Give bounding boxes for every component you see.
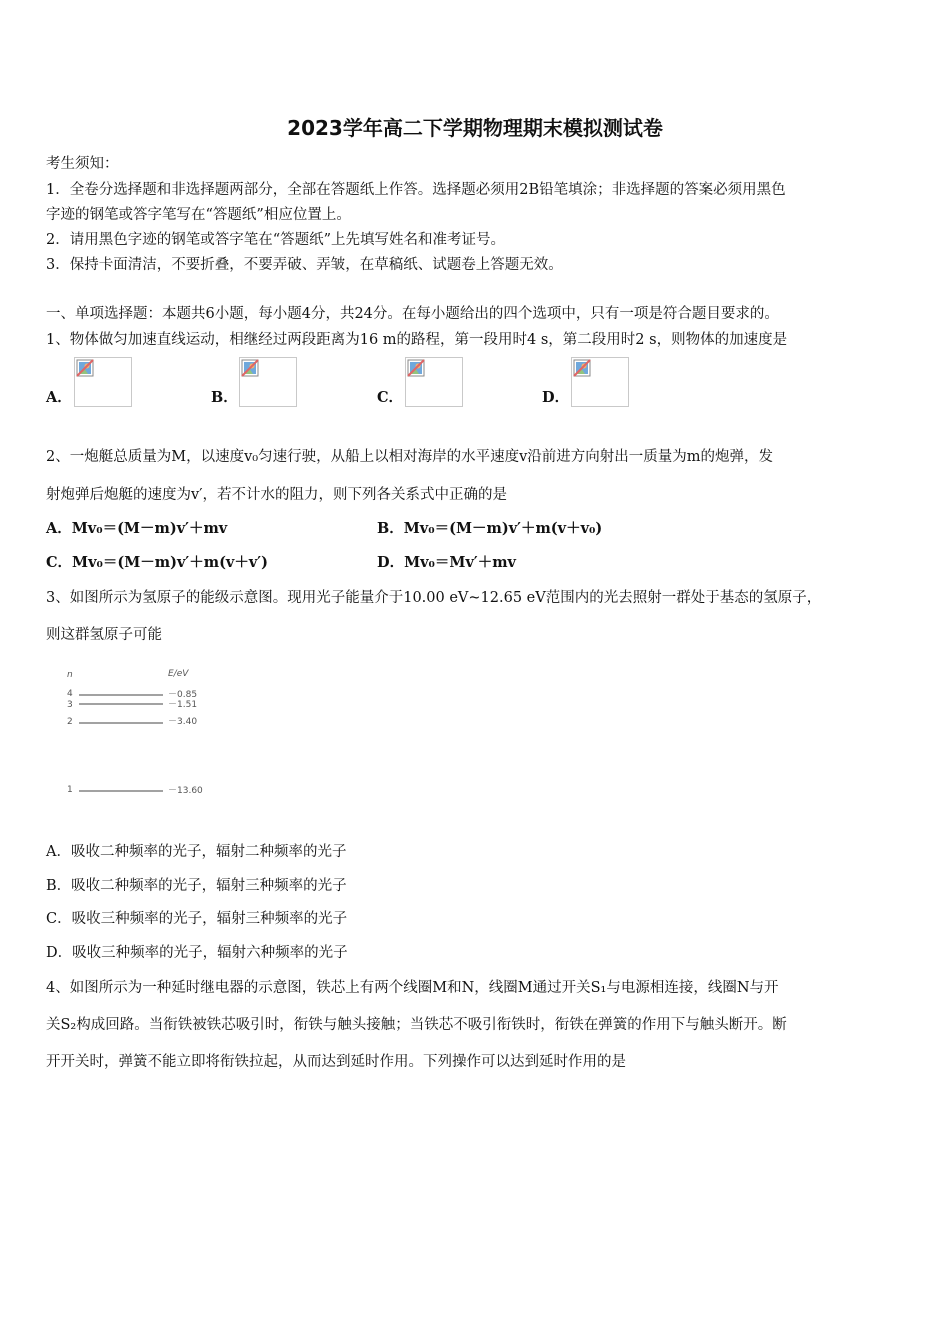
question-2-stem-cont: 射炮弹后炮艇的速度为v′，若不计水的阻力，则下列各关系式中正确的是 [46, 487, 507, 503]
question-4-line-3: 开开关时，弹簧不能立即将衔铁拉起，从而达到延时作用。下列操作可以达到延时作用的是 [46, 1054, 626, 1070]
question-4-line-1: 4、如图所示为一种延时继电器的示意图，铁芯上有两个线圈M和N，线圈M通过开关S₁与电源相连接，线圈N与开 [46, 980, 779, 996]
level-n-4: 4 [67, 689, 73, 699]
q1-option-a-image [74, 357, 132, 407]
energy-level-diagram [60, 662, 220, 802]
broken-image-icon [241, 359, 259, 377]
notice-item-2: 2．请用黑色字迹的钢笔或答字笔在“答题纸”上先填写姓名和准考证号。 [46, 232, 506, 248]
q3-option-c: C．吸收三种频率的光子，辐射三种频率的光子 [46, 911, 348, 927]
level-e-3: －1.51 [168, 700, 198, 710]
q1-option-d-label: D． [542, 389, 570, 406]
diagram-n-label: n [67, 670, 73, 680]
page-title: 2023学年高二下学期物理期末模拟测试卷 [287, 116, 663, 140]
notice-heading: 考生须知： [46, 156, 119, 172]
broken-image-icon [407, 359, 425, 377]
broken-image-icon [76, 359, 94, 377]
q1-option-c-label: C． [377, 389, 404, 406]
level-n-2: 2 [67, 717, 73, 727]
level-n-3: 3 [67, 700, 73, 710]
q1-option-a-label: A． [46, 389, 72, 406]
notice-item-3: 3．保持卡面清洁，不要折叠，不要弄破、弄皱，在草稿纸、试题卷上答题无效。 [46, 257, 563, 273]
diagram-e-label: E/eV [168, 669, 189, 679]
q3-option-a: A．吸收二种频率的光子，辐射二种频率的光子 [46, 844, 347, 860]
q1-option-b-image [239, 357, 297, 407]
q3-option-d: D．吸收三种频率的光子，辐射六种频率的光子 [46, 945, 348, 961]
broken-image-icon [573, 359, 591, 377]
question-4-line-2: 关S₂构成回路。当衔铁被铁芯吸引时，衔铁与触头接触；当铁芯不吸引衔铁时，衔铁在弹簧的作用下与触头断开。断 [46, 1017, 787, 1033]
question-2-stem: 2、一炮艇总质量为M，以速度v₀匀速行驶，从船上以相对海岸的水平速度v沿前进方向射出一质量为m的炮弹，发 [46, 449, 774, 465]
q1-option-c-image [405, 357, 463, 407]
question-1-stem: 1、物体做匀加速直线运动，相继经过两段距离为16 m的路程，第一段用时4 s，第二段用时2 s，则物体的加速度是 [46, 332, 788, 348]
q2-option-b: B．Mv₀＝(M－m)v′＋m(v＋v₀) [377, 520, 603, 537]
notice-item-1-cont: 字迹的钢笔或答字笔写在“答题纸”相应位置上。 [46, 207, 351, 223]
q2-option-d: D．Mv₀＝Mv′＋mv [377, 554, 516, 571]
question-3-stem: 3、如图所示为氢原子的能级示意图。现用光子能量介于10.00 eV~12.65 eV范围内的光去照射一群处于基态的氢原子， [46, 590, 822, 606]
q1-option-d-image [571, 357, 629, 407]
q2-option-c: C．Mv₀＝(M－m)v′＋m(v＋v′) [46, 554, 268, 571]
level-e-2: －3.40 [168, 717, 198, 727]
level-n-1: 1 [67, 785, 73, 795]
level-e-1: －13.60 [168, 786, 203, 796]
q2-option-a: A．Mv₀＝(M－m)v′＋mv [46, 520, 228, 537]
q3-option-b: B．吸收二种频率的光子，辐射三种频率的光子 [46, 878, 347, 894]
notice-item-1: 1．全卷分选择题和非选择题两部分，全部在答题纸上作答。选择题必须用2B铅笔填涂；非选择题的答案必须用黑色 [46, 182, 786, 198]
level-e-4: －0.85 [168, 690, 198, 700]
section-heading: 一、单项选择题：本题共6小题，每小题4分，共24分。在每小题给出的四个选项中，只有一项是符合题目要求的。 [46, 306, 779, 322]
question-3-stem-cont: 则这群氢原子可能 [46, 627, 162, 643]
q1-option-b-label: B． [211, 389, 238, 406]
